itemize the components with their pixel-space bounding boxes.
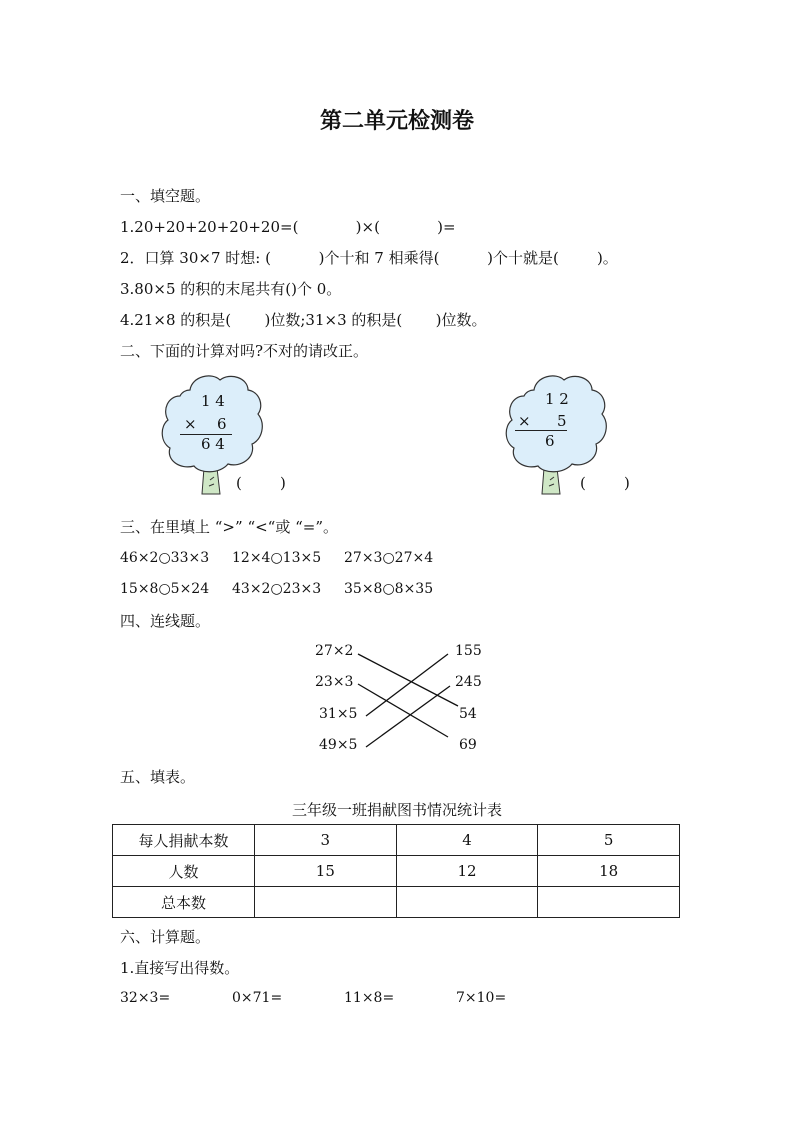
table-cell: 15 xyxy=(255,856,397,887)
section-5-heading: 五、填表。 xyxy=(120,768,196,786)
match-right: 155 xyxy=(455,643,482,659)
row-label: 总本数 xyxy=(113,887,255,918)
table-row xyxy=(113,825,680,856)
table-cell: 5 xyxy=(538,825,680,856)
calc-item: 32×3= xyxy=(120,990,171,1006)
table-cell xyxy=(538,887,680,918)
section-6-heading: 六、计算题。 xyxy=(120,928,211,946)
compare-item: 35×8○8×35 xyxy=(344,581,434,597)
match-right: 54 xyxy=(459,706,477,722)
match-left: 27×2 xyxy=(315,643,354,659)
fill-blank-2: 2．口算 30×7 时想: ( )个十和 7 相乘得( )个十就是( )。 xyxy=(120,249,618,267)
calc-2-result: 6 xyxy=(545,432,555,450)
match-line xyxy=(358,654,458,706)
compare-item: 12×4○13×5 xyxy=(232,550,322,566)
row-label: 每人捐献本数 xyxy=(113,825,255,856)
answer-paren-1: ( ) xyxy=(236,474,286,492)
section-2-heading: 二、下面的计算对吗?不对的请改正。 xyxy=(120,342,369,360)
calc-2-top: 1 2 xyxy=(545,390,569,408)
calc-1-op: × xyxy=(184,415,197,433)
match-line xyxy=(358,684,448,737)
match-right: 245 xyxy=(455,674,482,690)
page-title: 第二单元检测卷 xyxy=(319,109,474,134)
compare-item: 15×8○5×24 xyxy=(120,581,210,597)
calc-1-result: 6 4 xyxy=(201,435,225,453)
match-right: 69 xyxy=(459,737,477,753)
stats-table xyxy=(112,824,680,918)
calc-item: 0×71= xyxy=(232,990,283,1006)
fill-blank-4: 4.21×8 的积是( )位数;31×3 的积是( )位数。 xyxy=(120,311,487,329)
compare-item: 27×3○27×4 xyxy=(344,550,434,566)
answer-paren-2: ( ) xyxy=(580,474,630,492)
table-cell: 4 xyxy=(396,825,538,856)
calc-1-top: 1 4 xyxy=(201,392,225,410)
table-row xyxy=(113,887,680,918)
table-cell xyxy=(255,887,397,918)
compare-item: 46×2○33×3 xyxy=(120,550,210,566)
calc-2-bottom: 5 xyxy=(557,412,567,430)
table-cell: 18 xyxy=(538,856,680,887)
match-line xyxy=(366,686,450,747)
calc-item: 7×10= xyxy=(456,990,507,1006)
match-line xyxy=(366,654,448,716)
table-cell xyxy=(396,887,538,918)
table-cell: 3 xyxy=(255,825,397,856)
match-left: 49×5 xyxy=(319,737,358,753)
fill-blank-1: 1.20+20+20+20+20=( )×( )= xyxy=(120,218,456,236)
compare-item: 43×2○23×3 xyxy=(232,581,322,597)
table-caption: 三年级一班捐献图书情况统计表 xyxy=(291,801,502,819)
row-label: 人数 xyxy=(113,856,255,887)
section-1-heading: 一、填空题。 xyxy=(120,187,211,205)
match-left: 23×3 xyxy=(315,674,354,690)
calc-1-bottom: 6 xyxy=(217,415,227,433)
calc-2-op: × xyxy=(518,412,531,430)
calc-subheading: 1.直接写出得数。 xyxy=(120,959,240,977)
section-4-heading: 四、连线题。 xyxy=(120,612,211,630)
table-cell: 12 xyxy=(396,856,538,887)
table-row xyxy=(113,856,680,887)
calc-item: 11×8= xyxy=(344,990,395,1006)
match-left: 31×5 xyxy=(319,706,358,722)
fill-blank-3: 3.80×5 的积的末尾共有()个 0。 xyxy=(120,280,342,298)
section-3-heading: 三、在里填上 “>” “<“或 “=”。 xyxy=(120,518,339,536)
